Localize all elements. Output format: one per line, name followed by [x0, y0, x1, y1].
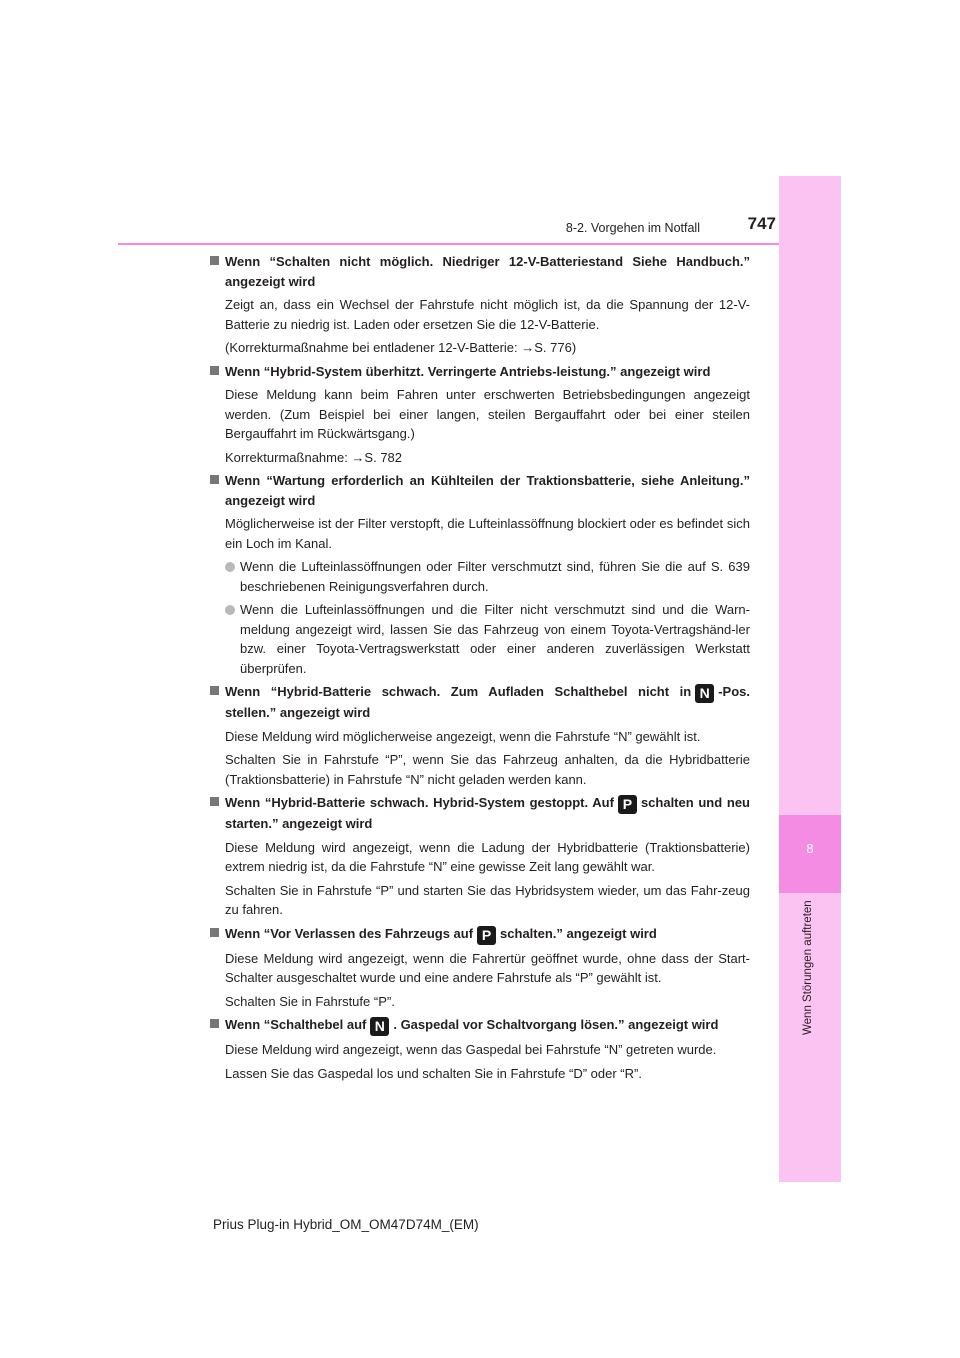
message-item-6 [210, 924, 750, 1012]
list-item: Wenn die Lufteinlassöffnungen oder Filter verschmutzt sind, führen Sie die auf S. 639 beschriebenen Reinigungsverfahren durch. [210, 557, 750, 596]
paragraph: Diese Meldung wird möglicherweise angezeigt, wenn die Fahrstufe “N” gewählt ist. [225, 728, 701, 744]
paragraph: Diese Meldung wird angezeigt, wenn die Fahrertür geöffnet wurde, ohne dass der Start-Schalter ausgeschaltet wurde und eine andere Fahrstufe als “P” gewählt ist. [225, 950, 750, 985]
square-bullet-icon [210, 928, 219, 937]
paragraph: Lassen Sie das Gaspedal los und schalten Sie in Fahrstufe “D” oder “R”. [225, 1065, 642, 1081]
message-item-1 [210, 252, 750, 358]
gear-p-icon: P [618, 795, 637, 814]
square-bullet-icon [210, 366, 219, 375]
chapter-number: 8 [806, 841, 814, 856]
item-heading: Wenn “Hybrid-Batterie schwach. Hybrid-System gestoppt. Auf P schalten und neu starten.” angezeigt wird [210, 793, 750, 834]
list-item: Wenn die Lufteinlassöffnungen und die Filter nicht verschmutzt sind und die Warn-meldung angezeigt wird, lassen Sie das Fahrzeug von einem Toyota-Vertragshänd-ler bzw. einer Toyota-Vertragswerkstatt oder einer anderen zuverlässigen Werkstatt überprüfen. [210, 600, 750, 678]
paragraph: (Korrekturmaßnahme bei entladener 12-V-Batterie: →S. 776) [225, 340, 577, 355]
chapter-title: Wenn Störungen auftreten [802, 900, 814, 1035]
item-heading: Wenn “Schalten nicht möglich. Niedriger 12-V-Batteriestand Siehe Handbuch.” angezeigt wird [210, 252, 750, 291]
page-content [210, 252, 750, 1087]
item-heading: Wenn “Wartung erforderlich an Kühlteilen der Traktionsbatterie, siehe Anleitung.” angezeigt wird [210, 471, 750, 510]
item-heading: Wenn “Hybrid-Batterie schwach. Zum Aufladen Schalthebel nicht in N -Pos. stellen.” angezeigt wird [210, 682, 750, 723]
gear-n-icon: N [695, 684, 714, 703]
square-bullet-icon [210, 256, 219, 265]
paragraph: Schalten Sie in Fahrstufe “P”. [225, 993, 395, 1009]
paragraph: Schalten Sie in Fahrstufe “P”, wenn Sie das Fahrzeug anhalten, da die Hybridbatterie (Traktionsbatterie) in Fahrstufe “N” nicht geladen werden kann. [225, 752, 750, 787]
square-bullet-icon [210, 797, 219, 806]
footer-document-id: Prius Plug-in Hybrid_OM_OM47D74M_(EM) [213, 1217, 479, 1232]
message-item-3 [210, 471, 750, 678]
gear-p-icon: P [477, 926, 496, 945]
circle-bullet-icon [225, 605, 235, 615]
paragraph: Zeigt an, dass ein Wechsel der Fahrstufe nicht möglich ist, da die Spannung der 12-V-Batterie zu niedrig ist. Laden oder ersetzen Sie die 12-V-Batterie. [225, 297, 750, 332]
header-section-title: 8-2. Vorgehen im Notfall [565, 221, 700, 235]
paragraph: Diese Meldung wird angezeigt, wenn das Gaspedal bei Fahrstufe “N” getreten wurde. [225, 1042, 717, 1057]
message-item-4 [210, 682, 750, 789]
message-item-2 [210, 362, 750, 468]
paragraph: Schalten Sie in Fahrstufe “P” und starten Sie das Hybridsystem wieder, um das Fahr-zeug zu fahren. [225, 882, 750, 917]
gear-n-icon: N [370, 1017, 389, 1036]
paragraph: Diese Meldung kann beim Fahren unter erschwerten Betriebsbedingungen angezeigt werden. (Zum Beispiel bei einer langen, steilen Bergauffahrt oder bei einer steilen Bergauffahrt im Rückwärtsgang.) [225, 387, 750, 441]
square-bullet-icon [210, 1019, 219, 1028]
message-item-7 [210, 1015, 750, 1083]
circle-bullet-icon [225, 562, 235, 572]
item-heading: Wenn “Hybrid-System überhitzt. Verringerte Antriebs-leistung.” angezeigt wird [210, 362, 750, 382]
chapter-tab[interactable] [779, 815, 841, 893]
message-item-5 [210, 793, 750, 920]
paragraph: Möglicherweise ist der Filter verstopft, die Lufteinlassöffnung blockiert oder es befindet sich ein Loch im Kanal. [225, 516, 750, 551]
paragraph: Diese Meldung wird angezeigt, wenn die Ladung der Hybridbatterie (Traktionsbatterie) extrem niedrig ist, da die Fahrstufe “N” eine gewisse Zeit lang gewählt war. [225, 839, 750, 874]
square-bullet-icon [210, 686, 219, 695]
header-divider [118, 243, 779, 245]
item-heading: Wenn “Vor Verlassen des Fahrzeugs auf P schalten.” angezeigt wird [210, 924, 750, 945]
paragraph: Korrekturmaßnahme: →S. 782 [225, 449, 403, 465]
page-number: 747 [747, 214, 776, 233]
item-heading: Wenn “Schalthebel auf N . Gaspedal vor Schaltvorgang lösen.” angezeigt wird [210, 1015, 750, 1036]
square-bullet-icon [210, 475, 219, 484]
